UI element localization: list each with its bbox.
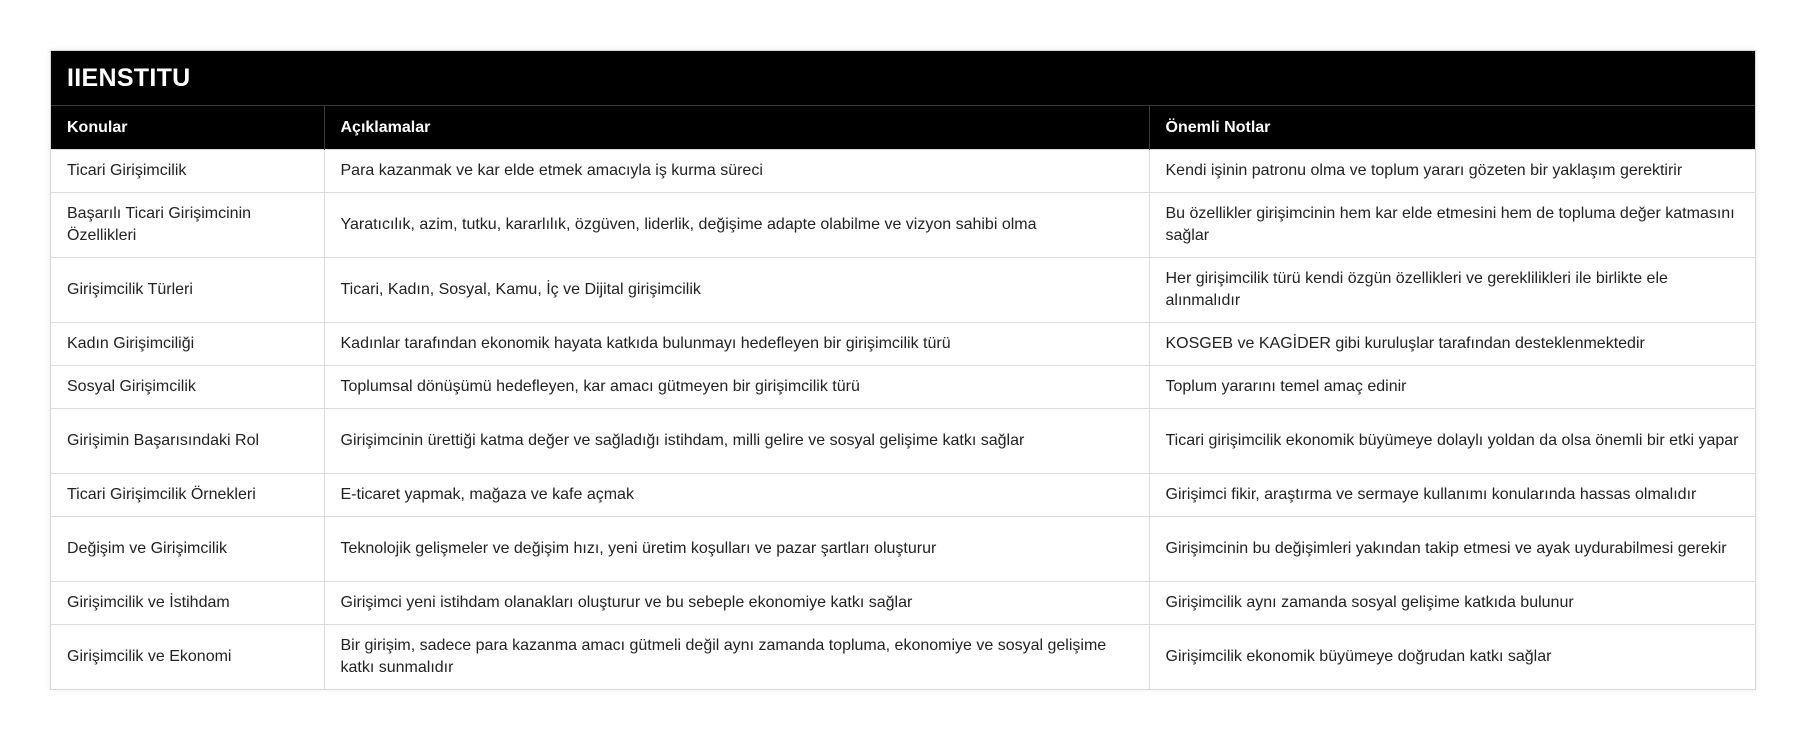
table-row <box>51 150 1755 193</box>
cell-topic: Girişimin Başarısındaki Rol <box>51 409 324 474</box>
table-header-row <box>51 106 1755 150</box>
cell-note: Her girişimcilik türü kendi özgün özellikleri ve gereklilikleri ile birlikte ele alınmalıdır <box>1149 258 1755 323</box>
column-header-konular: Konular <box>51 106 324 150</box>
cell-note: Girişimcilik aynı zamanda sosyal gelişime katkıda bulunur <box>1149 582 1755 625</box>
cell-topic: Girişimcilik ve İstihdam <box>51 582 324 625</box>
cell-note: Girişimcilik ekonomik büyümeye doğrudan katkı sağlar <box>1149 625 1755 690</box>
cell-note: Girişimci fikir, araştırma ve sermaye kullanımı konularında hassas olmalıdır <box>1149 474 1755 517</box>
table-row <box>51 323 1755 366</box>
cell-description: Para kazanmak ve kar elde etmek amacıyla iş kurma süreci <box>324 150 1149 193</box>
cell-topic: Değişim ve Girişimcilik <box>51 517 324 582</box>
brand-title: IIENSTITU <box>67 63 191 92</box>
cell-topic: Girişimcilik Türleri <box>51 258 324 323</box>
cell-topic: Başarılı Ticari Girişimcinin Özellikleri <box>51 193 324 258</box>
cell-description: E-ticaret yapmak, mağaza ve kafe açmak <box>324 474 1149 517</box>
brand-header <box>51 51 1755 105</box>
cell-topic: Kadın Girişimciliği <box>51 323 324 366</box>
table-row <box>51 625 1755 690</box>
cell-topic: Sosyal Girişimcilik <box>51 366 324 409</box>
column-header-onemli-notlar: Önemli Notlar <box>1149 106 1755 150</box>
cell-description: Teknolojik gelişmeler ve değişim hızı, yeni üretim koşulları ve pazar şartları oluşturur <box>324 517 1149 582</box>
cell-topic: Ticari Girişimcilik <box>51 150 324 193</box>
column-header-aciklamalar: Açıklamalar <box>324 106 1149 150</box>
cell-note: Ticari girişimcilik ekonomik büyümeye dolaylı yoldan da olsa önemli bir etki yapar <box>1149 409 1755 474</box>
cell-description: Toplumsal dönüşümü hedefleyen, kar amacı gütmeyen bir girişimcilik türü <box>324 366 1149 409</box>
cell-topic: Ticari Girişimcilik Örnekleri <box>51 474 324 517</box>
content-table-card <box>50 50 1756 690</box>
cell-description: Yaratıcılık, azim, tutku, kararlılık, özgüven, liderlik, değişime adapte olabilme ve vizyon sahibi olma <box>324 193 1149 258</box>
table-row <box>51 258 1755 323</box>
table-row <box>51 409 1755 474</box>
table-row <box>51 517 1755 582</box>
cell-topic: Girişimcilik ve Ekonomi <box>51 625 324 690</box>
table-row <box>51 366 1755 409</box>
cell-note: Girişimcinin bu değişimleri yakından takip etmesi ve ayak uydurabilmesi gerekir <box>1149 517 1755 582</box>
cell-note: KOSGEB ve KAGİDER gibi kuruluşlar tarafından desteklenmektedir <box>1149 323 1755 366</box>
cell-note: Kendi işinin patronu olma ve toplum yararı gözeten bir yaklaşım gerektirir <box>1149 150 1755 193</box>
cell-note: Toplum yararını temel amaç edinir <box>1149 366 1755 409</box>
data-table <box>51 105 1755 689</box>
cell-description: Ticari, Kadın, Sosyal, Kamu, İç ve Dijital girişimcilik <box>324 258 1149 323</box>
cell-note: Bu özellikler girişimcinin hem kar elde etmesini hem de topluma değer katmasını sağlar <box>1149 193 1755 258</box>
cell-description: Girişimci yeni istihdam olanakları oluşturur ve bu sebeple ekonomiye katkı sağlar <box>324 582 1149 625</box>
cell-description: Kadınlar tarafından ekonomik hayata katkıda bulunmayı hedefleyen bir girişimcilik türü <box>324 323 1149 366</box>
table-row <box>51 474 1755 517</box>
cell-description: Girişimcinin ürettiği katma değer ve sağladığı istihdam, milli gelire ve sosyal gelişime katkı sağlar <box>324 409 1149 474</box>
table-row <box>51 193 1755 258</box>
table-row <box>51 582 1755 625</box>
cell-description: Bir girişim, sadece para kazanma amacı gütmeli değil aynı zamanda topluma, ekonomiye ve sosyal gelişime katkı sunmalıdır <box>324 625 1149 690</box>
